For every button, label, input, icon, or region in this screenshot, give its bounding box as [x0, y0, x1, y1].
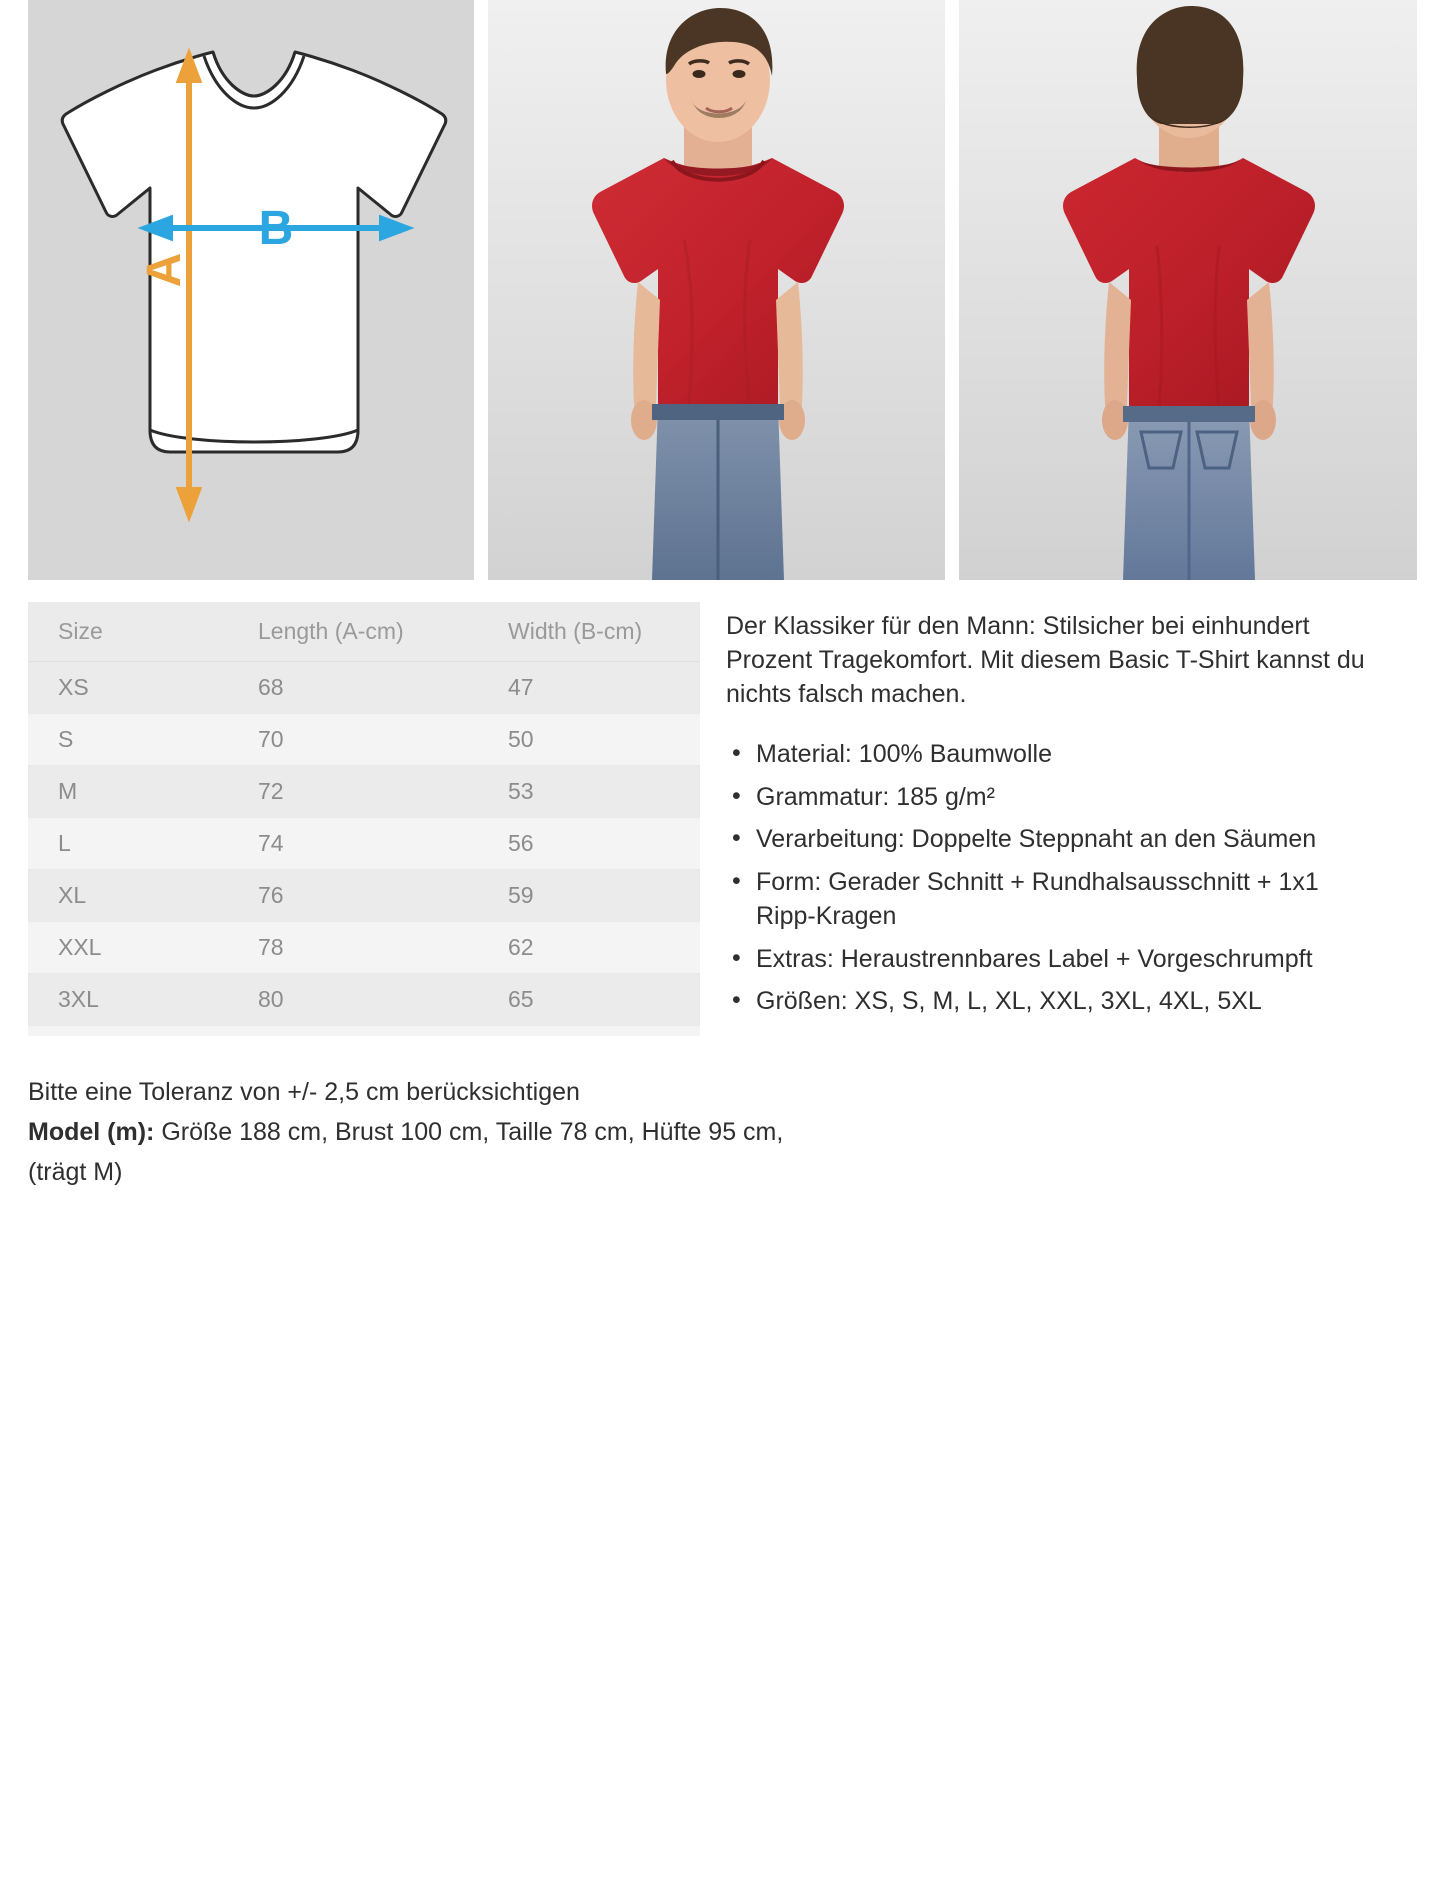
cell-length: 78 — [218, 922, 468, 974]
model-back-photo — [959, 0, 1417, 580]
product-description — [726, 602, 1366, 1036]
cell-size: L — [28, 818, 218, 870]
tshirt-diagram — [28, 0, 474, 580]
cell-width: 59 — [468, 870, 700, 922]
cell-size: XXL — [28, 922, 218, 974]
cell-size: S — [28, 714, 218, 766]
size-chart-body — [28, 662, 700, 1037]
diagram-label-b: B — [258, 202, 294, 255]
cell-size: 3XL — [28, 974, 218, 1026]
cell-length: 76 — [218, 870, 468, 922]
table-row — [28, 662, 700, 714]
cell-length — [218, 1026, 468, 1037]
table-row — [28, 1026, 700, 1037]
model-front-illustration — [488, 0, 946, 580]
column-header-length: Length (A-cm) — [218, 602, 468, 662]
cell-width: 53 — [468, 766, 700, 818]
footer-note — [0, 1036, 816, 1192]
table-row — [28, 974, 700, 1026]
cell-width: 47 — [468, 662, 700, 714]
model-front-photo — [488, 0, 946, 580]
details-row — [0, 580, 1445, 1036]
list-item: • Form: Gerader Schnitt + Rundhalsausschnitt + 1x1 Ripp-Kragen — [726, 865, 1366, 934]
list-item: • Material: 100% Baumwolle — [726, 737, 1366, 772]
list-item: • Verarbeitung: Doppelte Steppnaht an den Säumen — [726, 822, 1366, 857]
table-row — [28, 870, 700, 922]
cell-size: XS — [28, 662, 218, 714]
cell-width: 62 — [468, 922, 700, 974]
cell-width: 50 — [468, 714, 700, 766]
size-diagram-image — [28, 0, 474, 580]
list-item: • Grammatur: 185 g/m² — [726, 780, 1366, 815]
model-label: Model (m): — [28, 1118, 155, 1146]
model-measurements: Größe 188 cm, Brust 100 cm, Taille 78 cm, Hüfte 95 cm, (trägt M) — [28, 1118, 784, 1186]
size-chart-table — [28, 602, 700, 1036]
table-row — [28, 766, 700, 818]
cell-width: 56 — [468, 818, 700, 870]
size-chart-container — [28, 602, 700, 1036]
feature-list — [726, 737, 1366, 1019]
list-item: • Extras: Heraustrennbares Label + Vorgeschrumpft — [726, 942, 1366, 977]
cell-size: M — [28, 766, 218, 818]
table-row — [28, 818, 700, 870]
description-intro: Der Klassiker für den Mann: Stilsicher bei einhundert Prozent Tragekomfort. Mit diesem Basic T-Shirt kannst du nichts falsch machen. — [726, 612, 1365, 708]
cell-size — [28, 1026, 218, 1037]
cell-length: 72 — [218, 766, 468, 818]
table-row — [28, 922, 700, 974]
cell-width — [468, 1026, 700, 1037]
table-header-row — [28, 602, 700, 662]
column-header-size: Size — [28, 602, 218, 662]
cell-length: 80 — [218, 974, 468, 1026]
diagram-label-a: A — [138, 252, 191, 288]
model-back-illustration — [959, 0, 1417, 580]
model-note — [28, 1112, 788, 1192]
column-header-width: Width (B-cm) — [468, 602, 700, 662]
product-image-row — [0, 0, 1445, 580]
cell-width: 65 — [468, 974, 700, 1026]
cell-length: 70 — [218, 714, 468, 766]
list-item: • Größen: XS, S, M, L, XL, XXL, 3XL, 4XL, 5XL — [726, 984, 1366, 1019]
table-row — [28, 714, 700, 766]
cell-size: XL — [28, 870, 218, 922]
cell-length: 68 — [218, 662, 468, 714]
tolerance-note: Bitte eine Toleranz von +/- 2,5 cm berücksichtigen — [28, 1078, 580, 1106]
cell-length: 74 — [218, 818, 468, 870]
